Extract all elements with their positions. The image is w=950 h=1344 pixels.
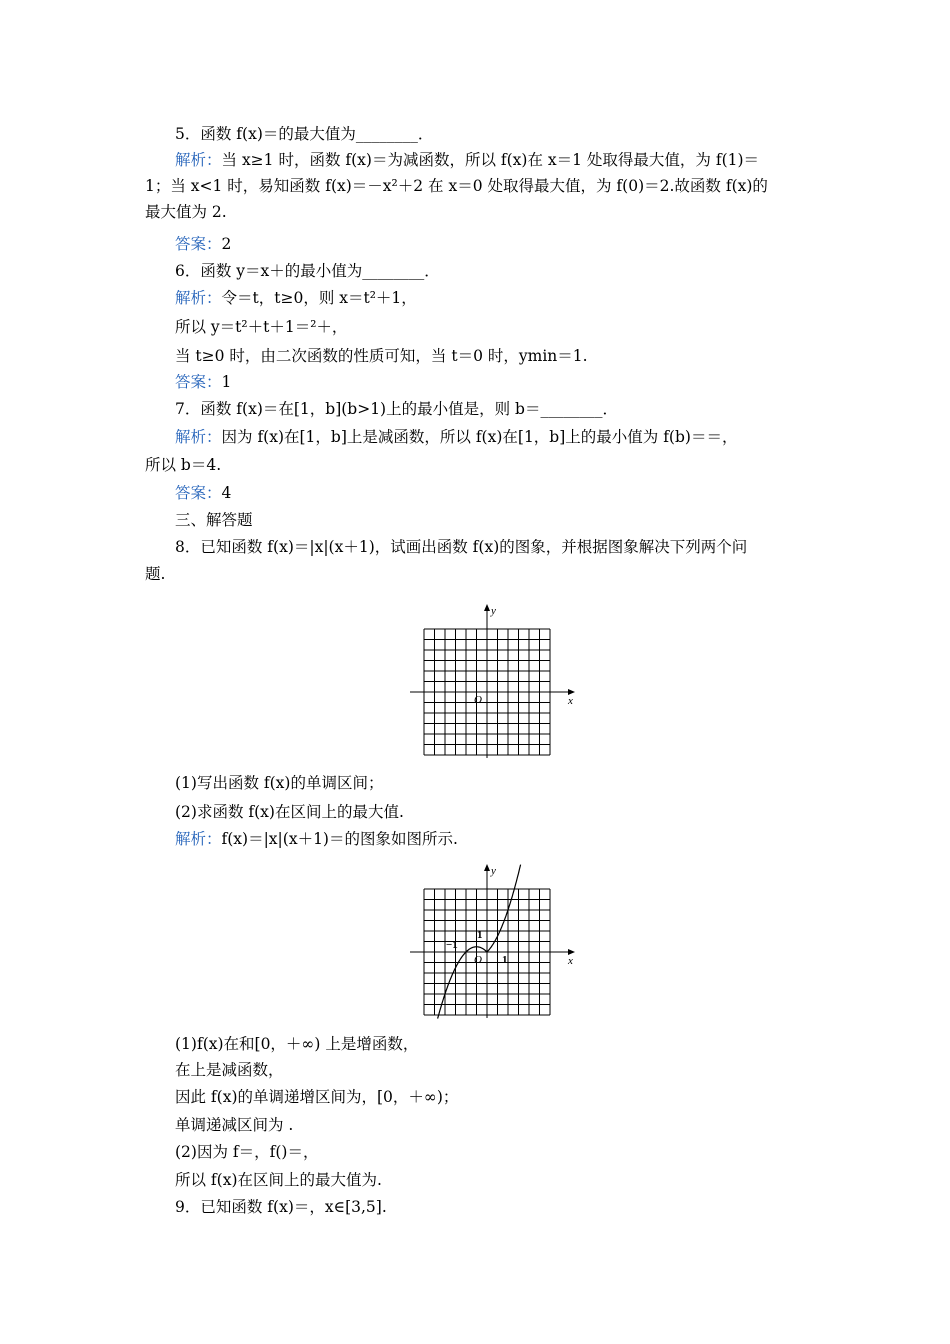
q5-solution-line-1: 解析：当 x≥1 时，函数 f(x)＝为减函数，所以 f(x)在 x＝1 处取得最大值，为 f(1)＝ [175, 151, 760, 169]
q7-line: 7．函数 f(x)＝在[1，b](b>1)上的最小值是，则 b＝________． [175, 400, 618, 418]
function-graph-figure [405, 860, 585, 1025]
q7-solution-line-1: 解析：因为 f(x)在[1，b]上是减函数，所以 f(x)在[1，b]上的最小值为 f(b)＝＝， [175, 428, 738, 446]
q8-answer-4: 单调递减区间为 . [175, 1116, 294, 1134]
answer-label: 答案： [175, 373, 222, 391]
solution-label: 解析： [175, 428, 222, 446]
q8-answer-5: (2)因为 f＝，f()＝， [175, 1143, 319, 1161]
q6-solution-line-1: 解析：令＝t，t≥0，则 x＝t²＋1， [175, 289, 417, 307]
q5-line: 5．函数 f(x)＝的最大值为________． [175, 125, 434, 143]
y-axis-label: y [491, 865, 496, 877]
tick-label-neg1: −1 [446, 939, 458, 951]
solution-label: 解析： [175, 289, 222, 307]
q8-line-1: 8．已知函数 f(x)＝|x|(x＋1)，试画出函数 f(x)的图象，并根据图象解决下列两个问 [175, 538, 748, 556]
y-axis-arrow-icon [484, 604, 490, 611]
x-axis-label: x [568, 695, 573, 707]
section-heading: 三、解答题 [175, 511, 253, 529]
q8-answer-2: 在上是减函数， [175, 1061, 284, 1079]
q8-line-2: 题. [145, 565, 166, 583]
q6-answer: 答案：1 [175, 373, 232, 391]
origin-label: O [474, 694, 482, 706]
answer-label: 答案： [175, 235, 222, 253]
q8-answer-1: (1)f(x)在和[0，＋∞) 上是增函数， [175, 1035, 419, 1053]
y-axis-arrow-icon [484, 864, 490, 871]
q7-solution-line-2: 所以 b＝4. [145, 456, 222, 474]
x-axis-label: x [568, 955, 573, 967]
answer-label: 答案： [175, 484, 222, 502]
origin-label: O [474, 954, 482, 966]
q6-solution-line-2: 所以 y＝t²＋t＋1＝²＋， [175, 318, 348, 336]
q8-solution-line: 解析：f(x)＝|x|(x＋1)＝的图象如图所示. [175, 830, 458, 848]
empty-grid-figure [405, 600, 585, 765]
tick-label-y1: 1 [477, 929, 483, 941]
q6-line: 6．函数 y＝x＋的最小值为________． [175, 262, 440, 280]
q8-answer-3: 因此 f(x)的单调递增区间为，[0，＋∞)； [175, 1088, 459, 1106]
q5-solution-line-3: 最大值为 2. [145, 203, 227, 221]
tick-label-x1: 1 [502, 954, 508, 966]
y-axis-label: y [491, 605, 496, 617]
q6-solution-line-3: 当 t≥0 时，由二次函数的性质可知，当 t＝0 时，ymin＝1. [175, 347, 588, 365]
solution-label: 解析： [175, 830, 222, 848]
q7-answer: 答案：4 [175, 484, 232, 502]
q5-solution-line-2: 1；当 x<1 时，易知函数 f(x)＝－x²＋2 在 x＝0 处取得最大值，为 f(0)＝2.故函数 f(x)的 [145, 177, 768, 195]
q5-answer: 答案：2 [175, 235, 232, 253]
solution-label: 解析： [175, 151, 222, 169]
q8-part2: (2)求函数 f(x)在区间上的最大值. [175, 803, 404, 821]
q8-answer-6: 所以 f(x)在区间上的最大值为. [175, 1171, 382, 1189]
q9-line: 9．已知函数 f(x)＝，x∈[3,5]. [175, 1198, 387, 1216]
q8-part1: (1)写出函数 f(x)的单调区间； [175, 774, 384, 792]
